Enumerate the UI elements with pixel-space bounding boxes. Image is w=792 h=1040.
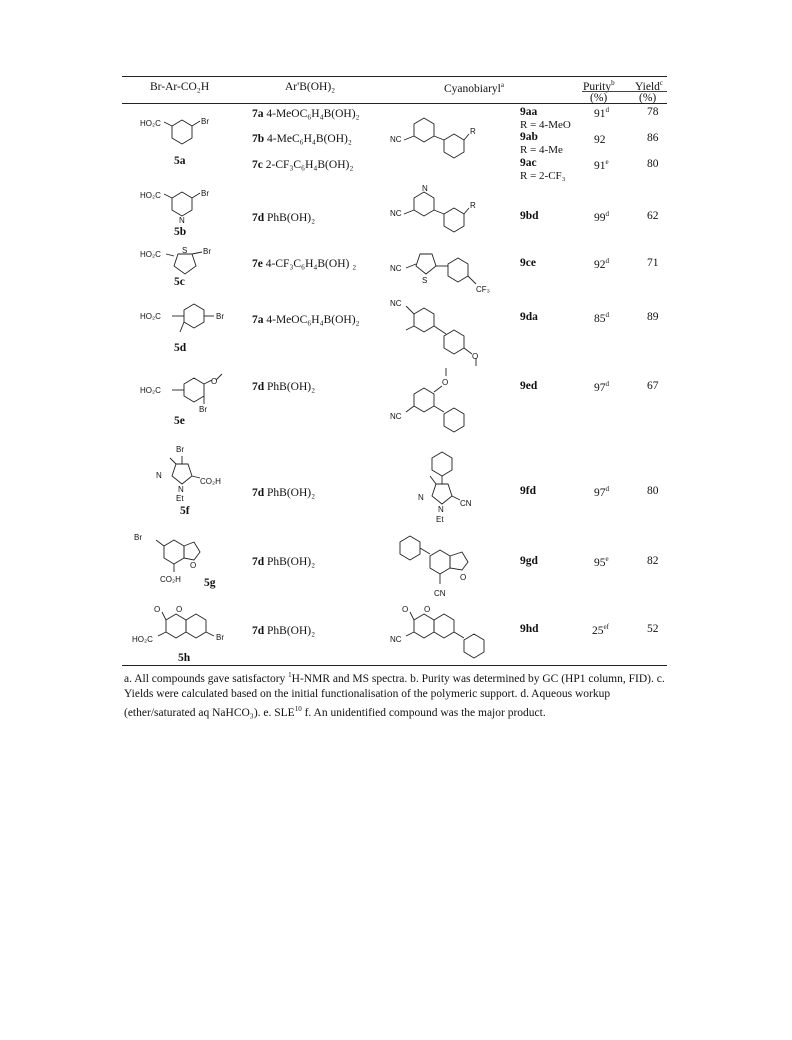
start-label-5h: 5h: [178, 652, 191, 664]
header-purity-unit: (%): [590, 92, 608, 104]
purity-9ab: 92: [594, 133, 606, 146]
svg-text:Br: Br: [203, 247, 211, 256]
results-table: [122, 0, 667, 720]
yield-9gd: 82: [647, 555, 659, 567]
structure-5d: [140, 296, 240, 340]
boronic-7d-r7: 7d PhB(OH)₂: [252, 381, 316, 393]
yield-9bd: 62: [647, 210, 659, 222]
structure-5c: [140, 244, 240, 276]
svg-text:CN: CN: [460, 499, 472, 508]
purity-9gd: 95e: [594, 555, 609, 569]
start-label-5e: 5e: [174, 415, 185, 427]
header-rule: [122, 103, 667, 104]
structure-9ce: [390, 246, 510, 296]
structure-9bd: [390, 182, 500, 238]
svg-text:NC: NC: [390, 412, 402, 421]
boronic-7e: 7e 4-CF₃C₆H₄B(OH) ₂: [252, 258, 357, 270]
svg-text:R: R: [470, 127, 476, 136]
purity-9ce: 92$^d$: [594, 257, 609, 271]
svg-text:O: O: [176, 605, 183, 614]
svg-text:Et: Et: [436, 515, 444, 524]
svg-text:Br: Br: [201, 117, 209, 126]
svg-text:Br: Br: [216, 312, 224, 321]
purity-9bd: 99$^d$: [594, 210, 609, 224]
svg-text:HO₂C: HO₂C: [140, 250, 161, 259]
svg-text:Br: Br: [176, 445, 184, 454]
note-9ab: R = 4-Me: [520, 144, 563, 156]
svg-text:Br: Br: [134, 533, 142, 542]
yield-9fd: 80: [647, 485, 659, 497]
structure-9da: [390, 298, 510, 368]
header-cyanobiaryl: Cyanobiaryl$^a$: [444, 81, 504, 95]
yield-9da: 89: [647, 311, 659, 323]
structure-5h: [132, 604, 242, 652]
svg-text:NC: NC: [390, 264, 402, 273]
start-label-5b: 5b: [174, 226, 187, 238]
purity-9ed: 97$^d$: [594, 380, 609, 394]
start-label-5d: 5d: [174, 342, 187, 354]
boronic-7d-r10: 7d PhB(OH)₂: [252, 625, 316, 637]
boronic-7d-r9: 7d PhB(OH)₂: [252, 556, 316, 568]
svg-text:CO₂H: CO₂H: [160, 575, 181, 584]
product-9ce: 9ce: [520, 257, 536, 269]
start-label-5a: 5a: [174, 155, 186, 167]
start-label-5g: 5g: [204, 577, 216, 589]
svg-text:O: O: [402, 605, 409, 614]
product-9bd: 9bd: [520, 210, 539, 222]
svg-text:Et: Et: [176, 494, 184, 503]
product-9fd: 9fd: [520, 485, 536, 497]
svg-text:HO₂C: HO₂C: [140, 119, 161, 128]
product-9ab: 9ab: [520, 131, 538, 143]
structure-5g: [134, 528, 224, 588]
purity-9da: 85$^d$: [594, 311, 609, 325]
svg-text:O: O: [424, 605, 431, 614]
structure-9gd: [390, 526, 500, 604]
structure-9hd: [390, 604, 500, 662]
svg-text:O: O: [154, 605, 161, 614]
svg-text:Br: Br: [201, 189, 209, 198]
svg-text:HO₂C: HO₂C: [140, 191, 161, 200]
svg-text:N: N: [156, 471, 162, 480]
svg-text:Br: Br: [199, 405, 207, 414]
svg-text:NC: NC: [390, 299, 402, 308]
svg-text:N: N: [422, 184, 428, 193]
purity-9hd: $25^{ef}$: [592, 623, 609, 637]
svg-text:N: N: [438, 505, 444, 514]
svg-text:Br: Br: [216, 633, 224, 642]
boronic-7c: 7c 2-CF₃C₆H₄B(OH)₂: [252, 159, 354, 171]
boronic-7d-r4: 7d PhB(OH)₂: [252, 212, 316, 224]
yield-9ce: 71: [647, 257, 659, 269]
note-9aa: R = 4-MeO: [520, 119, 571, 131]
table-footnotes: a. All compounds gave satisfactory $^1$H-NMR and MS spectra. b. Purity was determined by GC (HP1 column, FID). c. Yields were calculated based on the initial functionalisation of the polymeric support. d. Aqueous workup (ether/saturated aq NaHCO₃). e. SLE$^{10}$ f. An unidentified compound was the major product.: [124, 671, 665, 719]
structure-5f: [148, 442, 238, 502]
boronic-7a: 7a 4-MeOC₆H₄B(OH)₂: [252, 108, 360, 120]
product-9ac: 9ac: [520, 157, 537, 169]
svg-text:O: O: [442, 378, 449, 387]
purity-9aa: 91$^d$: [594, 106, 609, 120]
svg-text:O: O: [460, 573, 467, 582]
start-label-5f: 5f: [180, 505, 190, 517]
header-yield-unit: (%): [639, 92, 657, 104]
svg-text:HO₂C: HO₂C: [140, 312, 161, 321]
svg-text:O: O: [211, 377, 218, 386]
bottom-rule: [122, 665, 667, 666]
svg-text:O: O: [472, 352, 479, 361]
svg-text:HO₂C: HO₂C: [140, 386, 161, 395]
yield-9hd: 52: [647, 623, 659, 635]
top-rule: [122, 76, 667, 77]
product-9da: 9da: [520, 311, 538, 323]
yield-9aa: 78: [647, 106, 659, 118]
note-9ac: R = 2-CF₃: [520, 170, 566, 182]
svg-text:CN: CN: [434, 589, 446, 598]
svg-text:NC: NC: [390, 209, 402, 218]
product-9aa: 9aa: [520, 106, 538, 118]
boronic-7a-r6: 7a 4-MeOC₆H₄B(OH)₂: [252, 314, 360, 326]
svg-text:N: N: [178, 485, 184, 494]
yield-9ed: 67: [647, 380, 659, 392]
product-9ed: 9ed: [520, 380, 538, 392]
boronic-7b: 7b 4-MeC₆H₄B(OH)₂: [252, 133, 352, 145]
header-yield: Yield$^c$: [635, 79, 664, 93]
svg-text:S: S: [182, 246, 188, 255]
svg-text:NC: NC: [390, 635, 402, 644]
structure-9fd: [402, 444, 492, 528]
svg-text:S: S: [422, 276, 428, 285]
yield-9ac: 80: [647, 158, 659, 170]
svg-text:HO₂C: HO₂C: [132, 635, 153, 644]
svg-text:N: N: [418, 493, 424, 502]
header-bromo-acid: Br-Ar-CO₂H: [150, 81, 210, 93]
structure-9a-series: [390, 110, 500, 162]
svg-text:R: R: [470, 201, 476, 210]
start-label-5c: 5c: [174, 276, 185, 288]
svg-text:NC: NC: [390, 135, 402, 144]
boronic-7d-r8: 7d PhB(OH)₂: [252, 487, 316, 499]
header-purity: Purity$^b$: [583, 79, 615, 93]
svg-text:CO₂H: CO₂H: [200, 477, 221, 486]
svg-text:CF₃: CF₃: [476, 285, 490, 294]
yield-9ab: 86: [647, 132, 659, 144]
structure-5a: [140, 112, 230, 152]
purity-9ac: 91e: [594, 158, 609, 172]
svg-text:O: O: [190, 561, 197, 570]
header-boronic-acid: Ar'B(OH)₂: [285, 81, 336, 93]
purity-9fd: 97$^d$: [594, 485, 609, 499]
structure-5b: [140, 184, 230, 226]
structure-5e: [140, 370, 250, 414]
svg-text:N: N: [179, 216, 185, 225]
structure-9ed: [390, 366, 500, 438]
product-9hd: 9hd: [520, 623, 539, 635]
subheader-rule: [582, 91, 667, 92]
product-9gd: 9gd: [520, 555, 538, 567]
